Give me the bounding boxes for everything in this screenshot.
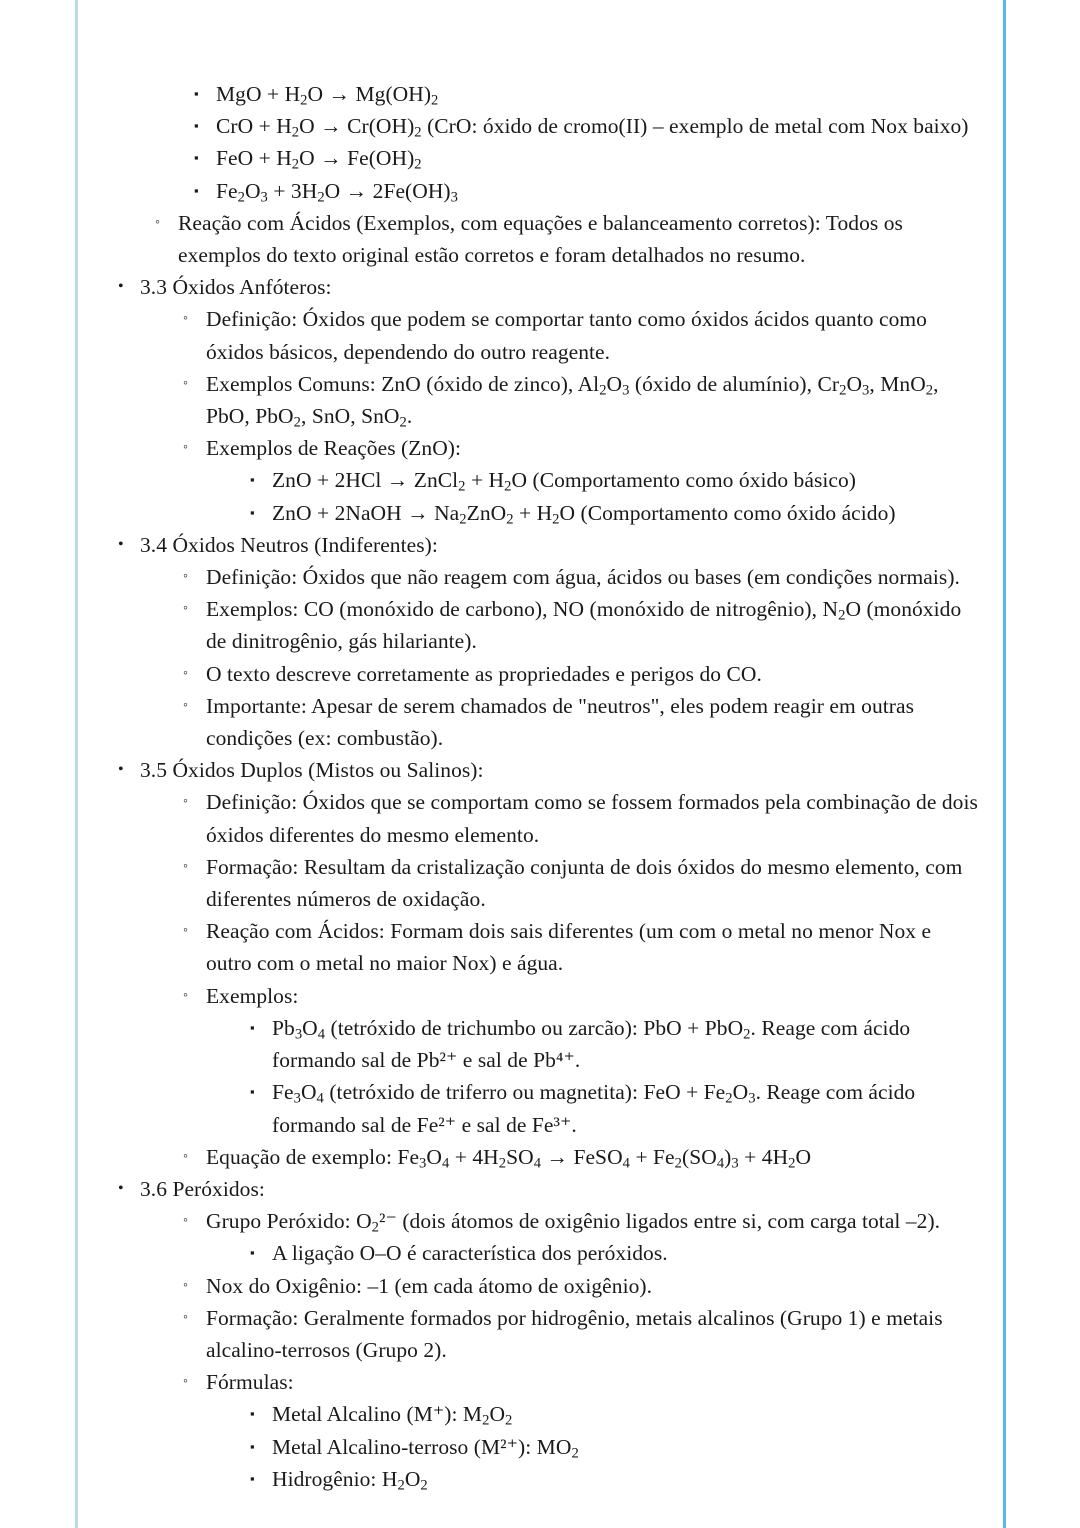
list-item [178,1366,982,1495]
list-item-text: Exemplos Comuns: ZnO (óxido de zinco), $Al_2O_3$ (óxido de alumínio), $Cr_2O_3$, MnO$_2$, PbO, PbO$_2$, SnO, SnO$_2$. [206,371,939,431]
list-item [244,1431,982,1463]
list-item [178,851,982,915]
bullet-marker-l2-icon: ◦ [183,665,189,681]
list-item [178,1141,982,1173]
bullet-marker-l2-icon: ◦ [183,1309,189,1325]
section-items [178,786,982,1172]
list-item [244,1398,982,1430]
list-item-text: 3.4 Óxidos Neutros (Indiferentes): [140,532,438,557]
reaction-item [188,110,982,142]
list-item-text: Definição: Óxidos que podem se comportar tanto como óxidos ácidos quanto como óxidos básicos, dependendo do outro reagente. [206,307,927,364]
list-item-text: 3.6 Peróxidos: [140,1176,265,1201]
list-item [244,1076,982,1140]
list-item [178,658,982,690]
list-item-text: O texto descreve corretamente as propriedades e perigos do CO. [206,661,762,686]
bullet-marker-l2-icon: ◦ [183,601,189,617]
list-item-text: Metal Alcalino (M⁺): $M_2O_2$ [272,1402,513,1429]
intro-reactions-list [188,78,982,207]
list-item-text: Fórmulas: [206,1370,294,1395]
list-item-text: Importante: Apesar de serem chamados de "neutros", eles podem reagir em outras condições (ex: combustão). [206,693,915,751]
bullet-marker-l3-icon: ▪ [194,150,199,166]
list-item [178,1270,982,1302]
sub-list [244,464,982,528]
list-item-text: ZnO + 2NaOH → $Na_2ZnO_2 + H_2O$ (Comportamento como óxido ácido) [272,500,896,528]
list-item-text: Reação com Ácidos (Exemplos, com equações e balanceamento corretos): Todos os exemplos do texto original estão corretos e foram detalhados no resumo. [178,210,903,268]
section-items [178,1205,982,1495]
list-item [178,593,982,657]
list-item-text: $Pb_3O_4$ (tetróxido de trichumbo ou zarcão): PbO + PbO$_2$. Reage com ácido formando sal de Pb²⁺ e sal de Pb⁴⁺. [272,1015,911,1073]
bullet-marker-l3-icon: ▪ [250,1019,255,1035]
list-item-text: $Fe_2O_3 + 3H_2O \to 2Fe(OH)_3$ [216,178,458,206]
bullet-marker-l3-icon: ▪ [250,1406,255,1422]
bullet-marker-l2-icon: ◦ [155,214,161,230]
list-item-text: 3.3 Óxidos Anfóteros: [140,275,332,300]
list-item [178,432,982,529]
bullet-marker-l3-icon: ▪ [250,472,255,488]
bullet-marker-l1-icon: • [118,1179,124,1197]
list-item-text: Definição: Óxidos que se comportam como se fossem formados pela combinação de dois óxidos diferentes do mesmo elemento. [206,790,978,847]
list-item [178,786,982,850]
bullet-marker-l3-icon: ▪ [194,118,199,134]
list-item [178,1302,982,1366]
continuation-block [112,78,982,271]
bullet-marker-l2-icon: ◦ [183,1213,189,1229]
bullet-marker-l3-icon: ▪ [250,1470,255,1486]
sub-list [244,1237,982,1269]
sub-list [244,1012,982,1141]
section-heading-1 [112,271,982,529]
list-item [178,561,982,593]
outline-root [112,78,982,1495]
section-heading-4 [112,1173,982,1495]
section-heading-2 [112,529,982,754]
bullet-marker-l2-icon: ◦ [183,697,189,713]
list-item-text: Exemplos: [206,983,299,1008]
bullet-marker-l2-icon: ◦ [183,440,189,456]
list-item [244,464,982,496]
bullet-marker-l3-icon: ▪ [250,1245,255,1261]
page-rule-right [1003,0,1006,1528]
list-item-text: Hidrogênio: $H_2O_2$ [272,1466,428,1494]
list-item-text: Nox do Oxigênio: –1 (em cada átomo de oxigênio). [206,1273,653,1298]
page-rule-left [75,0,78,1528]
list-item [244,497,982,529]
list-item [178,368,982,432]
list-item-text: Equação de exemplo: $Fe_3O_4 + 4H_2SO_4$ → FeSO$_4$ + $Fe_2(SO_4)_3 + 4H_2O$ [206,1144,812,1172]
bullet-marker-l1-icon: • [118,278,124,296]
bullet-marker-l2-icon: ◦ [183,858,189,874]
list-item-text: A ligação O–O é característica dos peróxidos. [272,1241,668,1266]
list-item [178,980,982,1141]
list-item [178,915,982,979]
reacao-acidos-note [150,207,982,271]
section-items [178,303,982,528]
list-item-text: Reação com Ácidos: Formam dois sais diferentes (um com o metal no menor Nox e outro com o metal no maior Nox) e água. [206,919,932,976]
bullet-marker-l3-icon: ▪ [194,182,199,198]
bullet-marker-l2-icon: ◦ [183,311,189,327]
reaction-item [188,175,982,207]
bullet-marker-l2-icon: ◦ [183,375,189,391]
list-item [244,1012,982,1076]
reaction-item [188,142,982,174]
list-item [244,1463,982,1495]
list-item-text: 3.5 Óxidos Duplos (Mistos ou Salinos): [140,758,484,783]
list-item-text: Formação: Geralmente formados por hidrogênio, metais alcalinos (Grupo 1) e metais alcalino-terrosos (Grupo 2). [206,1305,943,1362]
list-item [178,1205,982,1269]
list-item-text: Formação: Resultam da cristalização conjunta de dois óxidos do mesmo elemento, com diferentes números de oxidação. [206,854,963,912]
section-heading-3 [112,754,982,1173]
bullet-marker-l3-icon: ▪ [250,1084,255,1100]
bullet-marker-l2-icon: ◦ [183,1277,189,1293]
section-items [178,561,982,754]
list-item-text: Exemplos de Reações (ZnO): [206,436,462,461]
list-item-text: Grupo Peróxido: $O_2^{2-}$ (dois átomos de oxigênio ligados entre si, com carga total –2). [206,1209,941,1236]
bullet-marker-l2-icon: ◦ [183,923,189,939]
bullet-marker-l2-icon: ◦ [183,1374,189,1390]
list-item-text: Definição: Óxidos que não reagem com água, ácidos ou bases (em condições normais). [206,565,960,590]
bullet-marker-l2-icon: ◦ [183,1148,189,1164]
reaction-item [188,78,982,110]
list-item-text: CrO + $H_2O \to Cr(OH)_2$ (CrO: óxido de cromo(II) – exemplo de metal com Nox baixo) [216,114,969,141]
bullet-marker-l3-icon: ▪ [250,1438,255,1454]
bullet-marker-l2-icon: ◦ [183,794,189,810]
bullet-marker-l2-icon: ◦ [183,569,189,585]
list-item-text: Metal Alcalino-terroso (M²⁺): $MO_2$ [272,1434,579,1462]
bullet-marker-l3-icon: ▪ [250,504,255,520]
list-item-text: ZnO + 2HCl → ZnCl$_2$ + $H_2O$ (Comportamento como óxido básico) [272,468,856,496]
list-item-text: FeO + $H_2O \to Fe(OH)_2$ [216,146,422,174]
list-item [244,1237,982,1269]
bullet-marker-l1-icon: • [118,535,124,553]
list-item-text: Exemplos: CO (monóxido de carbono), NO (monóxido de nitrogênio), $N_2O$ (monóxido de dinitrogênio, gás hilariante). [206,597,962,654]
list-item-text: MgO + $H_2O \to Mg(OH)_2$ [216,82,439,109]
sub-list [244,1398,982,1495]
bullet-marker-l2-icon: ◦ [183,987,189,1003]
bullet-marker-l1-icon: • [118,761,124,779]
list-item [178,690,982,754]
bullet-marker-l3-icon: ▪ [194,86,199,101]
reacao-acidos-note-list [150,207,982,271]
list-item-text: $Fe_3O_4$ (tetróxido de triferro ou magnetita): FeO + $Fe_2O_3$. Reage com ácido formando sal de Fe²⁺ e sal de Fe³⁺. [272,1080,916,1137]
document-body [112,78,982,1495]
list-item [178,303,982,367]
